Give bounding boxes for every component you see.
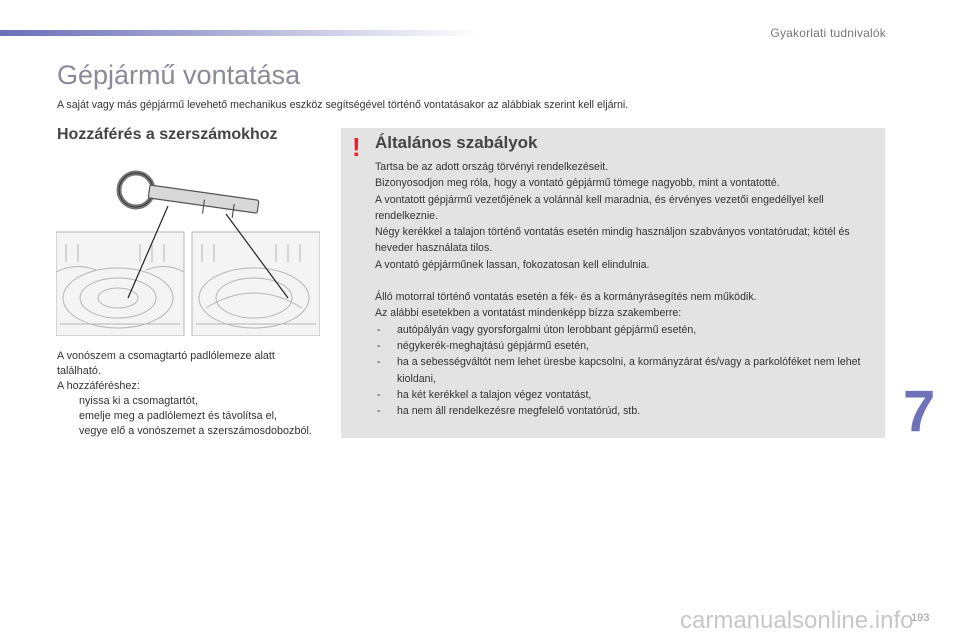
rules-paragraph: Bizonyosodjon meg róla, hogy a vontató gépjármű tömege nagyobb, mint a vontatotté. [375, 177, 780, 190]
access-steps-list [57, 394, 317, 439]
towing-eye-illustration [56, 170, 320, 336]
trunk-left-panel [56, 232, 184, 336]
list-item: - négykerék-meghajtású gépjármű esetén, [377, 339, 589, 352]
warning-icon: ! [352, 132, 361, 162]
chapter-number: 7 [903, 379, 936, 444]
list-item: - autópályán vagy gyorsforgalmi úton lerobbant gépjármű esetén, [377, 323, 697, 336]
rules-paragraph: Tartsa be az adott ország törvényi rendelkezéseit. [375, 161, 609, 173]
trunk-right-panel [192, 232, 320, 336]
rules-heading: Általános szabályok [375, 133, 538, 152]
rules-paragraph: A vontatott gépjármű vezetőjének a volánnál kell maradnia, és érvényes vezetői engedéllyel kell rendelkeznie. [375, 193, 824, 222]
list-item: - ha nem áll rendelkezésre megfelelő vontatórúd, stb. [377, 405, 641, 418]
access-instructions [57, 349, 317, 439]
rules-paragraph: Álló motorral történő vontatás esetén a fék- és a kormányrásegítés nem működik. [375, 291, 757, 304]
access-heading: Hozzáférés a szerszámokhoz [57, 126, 278, 143]
page-title: Gépjármű vontatása [57, 60, 301, 90]
rules-body [375, 159, 880, 419]
list-item: - ha a sebességváltót nem lehet üresbe kapcsolni, a kormányzárat és/vagy a parkolóféket nem lehet kioldani, [377, 356, 861, 385]
list-item: vegye elő a vonószemet a szerszámosdobozból. [79, 425, 312, 437]
rules-paragraph: Az alábbi esetekben a vontatást mindenképp bízza szakemberre: [375, 307, 682, 320]
towing-eye [119, 173, 259, 218]
list-item: - ha két kerékkel a talajon végez vontatást, [377, 388, 592, 401]
intro-text: A saját vagy más gépjármű levehető mechanikus eszköz segítségével történő vontatásakor az alábbiak szerint kell eljárni. [57, 99, 629, 111]
page-number: 193 [911, 612, 930, 624]
access-location-text: A vonószem a csomagtartó padlólemeze alatt található. [57, 350, 275, 377]
list-item: nyissa ki a csomagtartót, [79, 395, 198, 407]
access-intro-text: A hozzáféréshez: [57, 380, 140, 392]
header-accent-bar [0, 30, 480, 36]
list-item: emelje meg a padlólemezt és távolítsa el, [79, 410, 278, 422]
rules-paragraph: Négy kerékkel a talajon történő vontatás esetén mindig használjon szabványos vontatórudat; kötél és heveder használata tilos. [375, 226, 850, 255]
rules-paragraph: A vontató gépjárműnek lassan, fokozatosan kell elindulnia. [375, 258, 650, 271]
section-title: Gyakorlati tudnivalók [770, 26, 886, 40]
general-rules-box [341, 128, 885, 438]
rules-cases-list [375, 322, 880, 420]
watermark: carmanualsonline.info [680, 607, 914, 634]
